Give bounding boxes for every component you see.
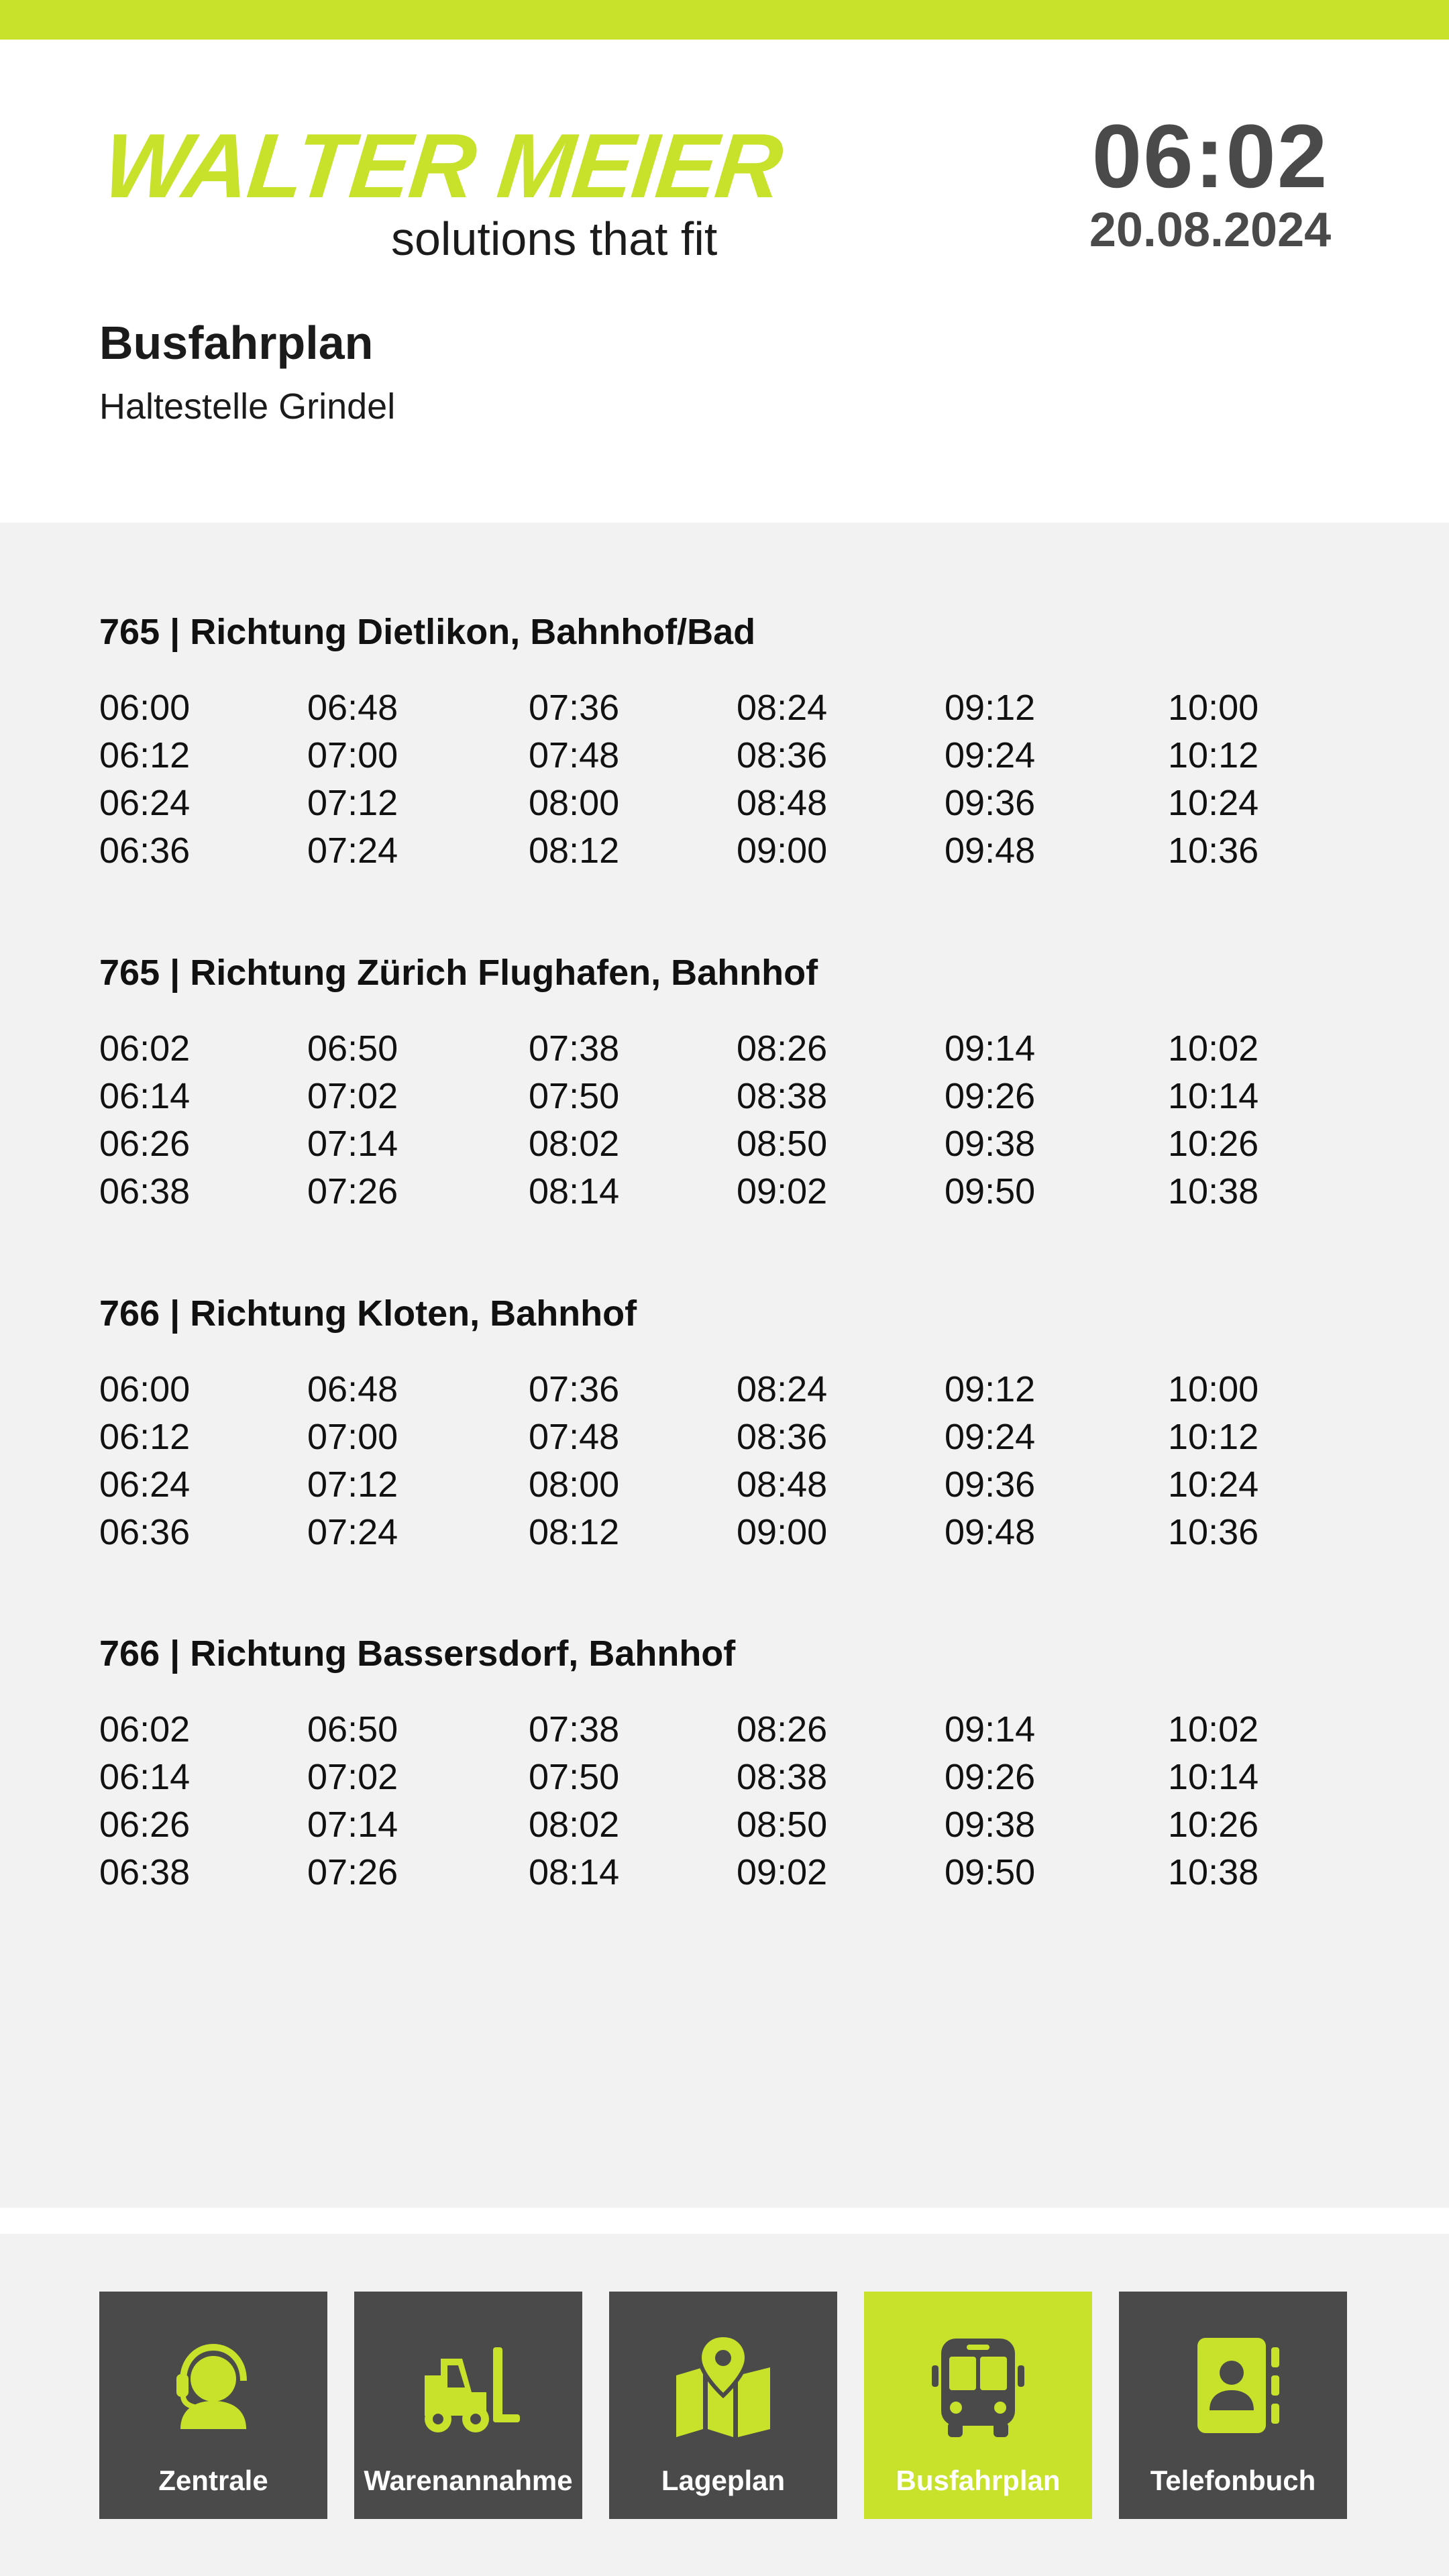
clock-date: 20.08.2024 [1089, 203, 1332, 257]
nav-tile-zentrale[interactable] [99, 2292, 327, 2519]
departure-time: 06:38 [99, 1852, 191, 1892]
departure-time: 10:36 [1168, 830, 1259, 871]
departure-time: 09:14 [945, 1028, 1036, 1069]
departure-time: 06:14 [99, 1757, 191, 1797]
departure-time: 09:50 [945, 1171, 1036, 1212]
departure-time: 09:02 [737, 1171, 828, 1212]
nav-label: Zentrale [158, 2465, 268, 2496]
departure-time: 07:26 [307, 1852, 398, 1892]
departure-time: 07:00 [307, 735, 398, 775]
nav-tile-warenannahme[interactable] [354, 2292, 582, 2519]
departure-time: 08:14 [529, 1852, 620, 1892]
departure-time: 07:24 [307, 830, 398, 871]
departure-time: 10:38 [1168, 1171, 1259, 1212]
departure-time: 08:26 [737, 1028, 828, 1069]
nav-divider [0, 2208, 1449, 2234]
route-title: 766 | Richtung Kloten, Bahnhof [99, 1293, 637, 1334]
departure-time: 09:38 [945, 1124, 1036, 1164]
departure-time: 08:50 [737, 1805, 828, 1845]
departure-time: 07:02 [307, 1757, 398, 1797]
departure-time: 07:14 [307, 1124, 398, 1164]
departure-time: 10:12 [1168, 735, 1259, 775]
departure-time: 06:02 [99, 1028, 191, 1069]
top-accent-bar [0, 0, 1449, 40]
departure-time: 08:38 [737, 1757, 828, 1797]
departure-time: 06:00 [99, 688, 191, 728]
departure-time: 06:14 [99, 1076, 191, 1116]
departure-time: 06:26 [99, 1805, 191, 1845]
clock [1069, 107, 1351, 257]
page-title: Busfahrplan [99, 317, 374, 369]
departure-time: 07:12 [307, 783, 398, 823]
departure-time: 09:26 [945, 1757, 1036, 1797]
address-book-icon [1176, 2328, 1290, 2443]
map-pin-icon [666, 2328, 780, 2443]
departure-time: 06:24 [99, 783, 191, 823]
departure-time: 07:00 [307, 1417, 398, 1457]
departure-time: 06:26 [99, 1124, 191, 1164]
departure-time: 06:48 [307, 1369, 398, 1409]
departure-time: 08:50 [737, 1124, 828, 1164]
departure-time: 08:14 [529, 1171, 620, 1212]
departure-time: 07:48 [529, 735, 620, 775]
clock-time: 06:02 [1091, 107, 1329, 207]
departure-time: 10:26 [1168, 1124, 1259, 1164]
nav-label: Lageplan [661, 2465, 786, 2496]
departure-time: 07:50 [529, 1757, 620, 1797]
departure-time: 07:50 [529, 1076, 620, 1116]
forklift-icon [411, 2328, 525, 2443]
departure-time: 08:12 [529, 1512, 620, 1552]
departure-time: 10:02 [1168, 1709, 1259, 1750]
nav-tile-busfahrplan[interactable] [864, 2292, 1092, 2519]
departure-time: 06:12 [99, 1417, 191, 1457]
departure-time: 06:50 [307, 1028, 398, 1069]
brand-name: WALTER MEIER [99, 115, 786, 217]
departure-time: 08:26 [737, 1709, 828, 1750]
departure-time: 10:00 [1168, 1369, 1259, 1409]
departure-time: 10:14 [1168, 1076, 1259, 1116]
departure-times-grid [99, 690, 1354, 880]
departure-time: 10:26 [1168, 1805, 1259, 1845]
departure-times-grid [99, 1371, 1354, 1562]
departure-time: 06:48 [307, 688, 398, 728]
route-title: 765 | Richtung Dietlikon, Bahnhof/Bad [99, 612, 756, 652]
departure-time: 07:36 [529, 688, 620, 728]
departure-time: 07:38 [529, 1028, 620, 1069]
departure-time: 07:36 [529, 1369, 620, 1409]
page-subtitle: Haltestelle Grindel [99, 386, 396, 427]
departure-time: 08:36 [737, 1417, 828, 1457]
departure-time: 10:38 [1168, 1852, 1259, 1892]
departure-time: 07:24 [307, 1512, 398, 1552]
departure-time: 09:00 [737, 830, 828, 871]
route-title: 765 | Richtung Zürich Flughafen, Bahnhof [99, 953, 818, 993]
nav-tile-telefonbuch[interactable] [1119, 2292, 1347, 2519]
departure-time: 09:38 [945, 1805, 1036, 1845]
departure-time: 06:36 [99, 1512, 191, 1552]
departure-time: 07:26 [307, 1171, 398, 1212]
route-title: 766 | Richtung Bassersdorf, Bahnhof [99, 1633, 736, 1674]
departure-time: 10:02 [1168, 1028, 1259, 1069]
departure-time: 08:38 [737, 1076, 828, 1116]
departure-time: 09:12 [945, 1369, 1036, 1409]
departure-time: 06:00 [99, 1369, 191, 1409]
departure-time: 07:38 [529, 1709, 620, 1750]
departure-time: 09:48 [945, 1512, 1036, 1552]
departure-time: 08:00 [529, 783, 620, 823]
departure-time: 07:12 [307, 1464, 398, 1505]
departure-time: 10:24 [1168, 783, 1259, 823]
route-section [99, 614, 1354, 880]
route-section [99, 1295, 1354, 1562]
departure-time: 08:02 [529, 1124, 620, 1164]
departure-time: 08:24 [737, 1369, 828, 1409]
departure-time: 10:12 [1168, 1417, 1259, 1457]
departure-time: 07:14 [307, 1805, 398, 1845]
route-section [99, 955, 1354, 1221]
departure-time: 10:24 [1168, 1464, 1259, 1505]
departure-times-grid [99, 1711, 1354, 1902]
departure-time: 06:36 [99, 830, 191, 871]
departure-time: 10:00 [1168, 688, 1259, 728]
nav-label: Telefonbuch [1150, 2465, 1316, 2496]
departure-time: 08:00 [529, 1464, 620, 1505]
timetable [0, 523, 1449, 2208]
departure-time: 08:12 [529, 830, 620, 871]
departure-time: 09:12 [945, 688, 1036, 728]
departure-time: 07:02 [307, 1076, 398, 1116]
brand-logo [99, 115, 786, 294]
departure-times-grid [99, 1030, 1354, 1221]
departure-time: 09:24 [945, 735, 1036, 775]
departure-time: 06:02 [99, 1709, 191, 1750]
departure-time: 09:36 [945, 783, 1036, 823]
departure-time: 08:48 [737, 1464, 828, 1505]
departure-time: 09:48 [945, 830, 1036, 871]
departure-time: 06:24 [99, 1464, 191, 1505]
departure-time: 09:50 [945, 1852, 1036, 1892]
departure-time: 06:38 [99, 1171, 191, 1212]
departure-time: 08:02 [529, 1805, 620, 1845]
departure-time: 06:50 [307, 1709, 398, 1750]
departure-time: 08:36 [737, 735, 828, 775]
header [0, 40, 1449, 523]
brand-tagline: solutions that fit [391, 213, 718, 265]
departure-time: 09:24 [945, 1417, 1036, 1457]
departure-time: 09:14 [945, 1709, 1036, 1750]
bus-icon [921, 2328, 1035, 2443]
nav-tile-lageplan[interactable] [609, 2292, 837, 2519]
departure-time: 06:12 [99, 735, 191, 775]
nav-label: Warenannahme [364, 2465, 573, 2496]
departure-time: 08:24 [737, 688, 828, 728]
bottom-navigation [0, 2234, 1449, 2576]
headset-icon [156, 2328, 270, 2443]
departure-time: 09:00 [737, 1512, 828, 1552]
nav-label: Busfahrplan [896, 2465, 1061, 2496]
departure-time: 09:26 [945, 1076, 1036, 1116]
departure-time: 10:14 [1168, 1757, 1259, 1797]
departure-time: 10:36 [1168, 1512, 1259, 1552]
departure-time: 08:48 [737, 783, 828, 823]
route-section [99, 1635, 1354, 1902]
departure-time: 09:02 [737, 1852, 828, 1892]
departure-time: 09:36 [945, 1464, 1036, 1505]
departure-time: 07:48 [529, 1417, 620, 1457]
